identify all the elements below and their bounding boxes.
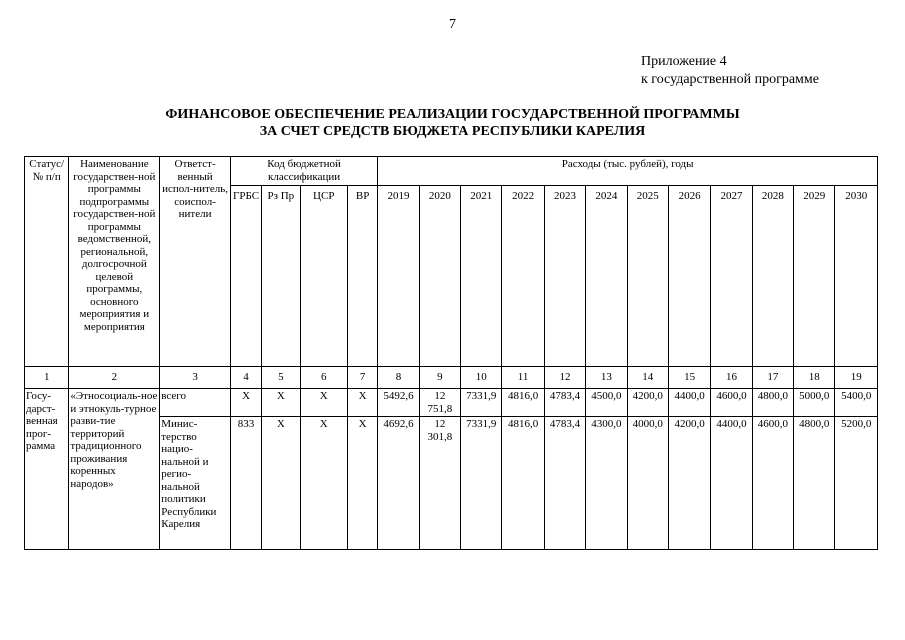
column-number: 3: [160, 367, 231, 389]
column-number-row: [25, 367, 878, 389]
column-number: 4: [230, 367, 261, 389]
column-number: 16: [711, 367, 752, 389]
column-number: 2: [69, 367, 160, 389]
header-year: 2029: [794, 186, 835, 367]
header-status: Статус/ № п/п: [25, 157, 69, 367]
header-code-csr: ЦСР: [300, 186, 347, 367]
code-cell: X: [347, 417, 377, 550]
code-cell: X: [262, 417, 300, 550]
finance-table: [24, 156, 878, 550]
column-number: 1: [25, 367, 69, 389]
value-cell: 5200,0: [835, 417, 878, 550]
value-cell: 7331,9: [461, 417, 502, 550]
header-year: 2021: [461, 186, 502, 367]
value-cell: 4783,4: [544, 417, 585, 550]
column-number: 12: [544, 367, 585, 389]
column-number: 15: [668, 367, 710, 389]
header-name: Наименование государствен-ной программы подпрограммы государствен-ной программы ведомственной, региональной, долгосрочной целевой программы, основного мероприятия и мероприятия: [69, 157, 160, 367]
program-name-cell: «Этносоциаль-ное и этнокуль-турное разви-тие территорий традиционного проживания коренных народов»: [69, 389, 160, 550]
title-line-2: ЗА СЧЕТ СРЕДСТВ БЮДЖЕТА РЕСПУБЛИКИ КАРЕЛИЯ: [259, 124, 646, 139]
value-cell: 4692,6: [378, 417, 419, 550]
value-cell: 4800,0: [752, 389, 793, 417]
column-number: 7: [347, 367, 377, 389]
value-cell: 4200,0: [627, 389, 668, 417]
header-year: 2025: [627, 186, 668, 367]
column-number: 8: [378, 367, 419, 389]
column-number: 10: [461, 367, 502, 389]
header-year: 2026: [668, 186, 710, 367]
code-cell: X: [300, 389, 347, 417]
value-cell: 4400,0: [711, 417, 752, 550]
header-year: 2028: [752, 186, 793, 367]
data-row-total: [25, 389, 878, 417]
appendix-line-2: к государственной программе: [641, 72, 819, 87]
code-cell: X: [230, 389, 261, 417]
code-cell: 833: [230, 417, 261, 550]
column-number: 13: [586, 367, 627, 389]
code-cell: X: [347, 389, 377, 417]
header-code-vr: ВР: [347, 186, 377, 367]
header-year: 2024: [586, 186, 627, 367]
value-cell: 4200,0: [668, 417, 710, 550]
value-cell: 4783,4: [544, 389, 585, 417]
appendix-line-1: Приложение 4: [641, 54, 727, 69]
column-number: 19: [835, 367, 878, 389]
value-cell: 4816,0: [502, 417, 544, 550]
header-responsible: Ответст-венный испол-нитель, соиспол-нители: [160, 157, 231, 367]
header-year: 2019: [378, 186, 419, 367]
column-number: 17: [752, 367, 793, 389]
header-code-rzpr: Рз Пр: [262, 186, 300, 367]
value-cell: 7331,9: [461, 389, 502, 417]
header-row-1: [25, 157, 878, 186]
column-number: 14: [627, 367, 668, 389]
value-cell: 5492,6: [378, 389, 419, 417]
value-cell: 12 301,8: [419, 417, 460, 550]
title-line-1: ФИНАНСОВОЕ ОБЕСПЕЧЕНИЕ РЕАЛИЗАЦИИ ГОСУДАРСТВЕННОЙ ПРОГРАММЫ: [165, 107, 740, 122]
code-cell: X: [300, 417, 347, 550]
value-cell: 4000,0: [627, 417, 668, 550]
page-number: 7: [449, 17, 456, 32]
header-year: 2020: [419, 186, 460, 367]
value-cell: 4400,0: [668, 389, 710, 417]
value-cell: 4500,0: [586, 389, 627, 417]
responsible-cell: всего: [160, 389, 231, 417]
value-cell: 4300,0: [586, 417, 627, 550]
column-number: 11: [502, 367, 544, 389]
value-cell: 4800,0: [794, 417, 835, 550]
header-year: 2027: [711, 186, 752, 367]
value-cell: 4600,0: [752, 417, 793, 550]
column-number: 18: [794, 367, 835, 389]
header-code-group: Код бюджетной классификации: [230, 157, 377, 186]
column-number: 5: [262, 367, 300, 389]
column-number: 9: [419, 367, 460, 389]
header-code-grbs: ГРБС: [230, 186, 261, 367]
value-cell: 12 751,8: [419, 389, 460, 417]
header-year: 2023: [544, 186, 585, 367]
header-year: 2022: [502, 186, 544, 367]
value-cell: 4600,0: [711, 389, 752, 417]
status-cell: Госу-дарст-венная прог-рамма: [25, 389, 69, 550]
header-year: 2030: [835, 186, 878, 367]
value-cell: 4816,0: [502, 389, 544, 417]
responsible-cell: Минис-терство нацио-нальной и регио-нальной политики Республики Карелия: [160, 417, 231, 550]
code-cell: X: [262, 389, 300, 417]
appendix-note: [641, 53, 819, 89]
header-expenses-group: Расходы (тыс. рублей), годы: [378, 157, 878, 186]
document-title: [0, 106, 905, 140]
value-cell: 5400,0: [835, 389, 878, 417]
column-number: 6: [300, 367, 347, 389]
value-cell: 5000,0: [794, 389, 835, 417]
